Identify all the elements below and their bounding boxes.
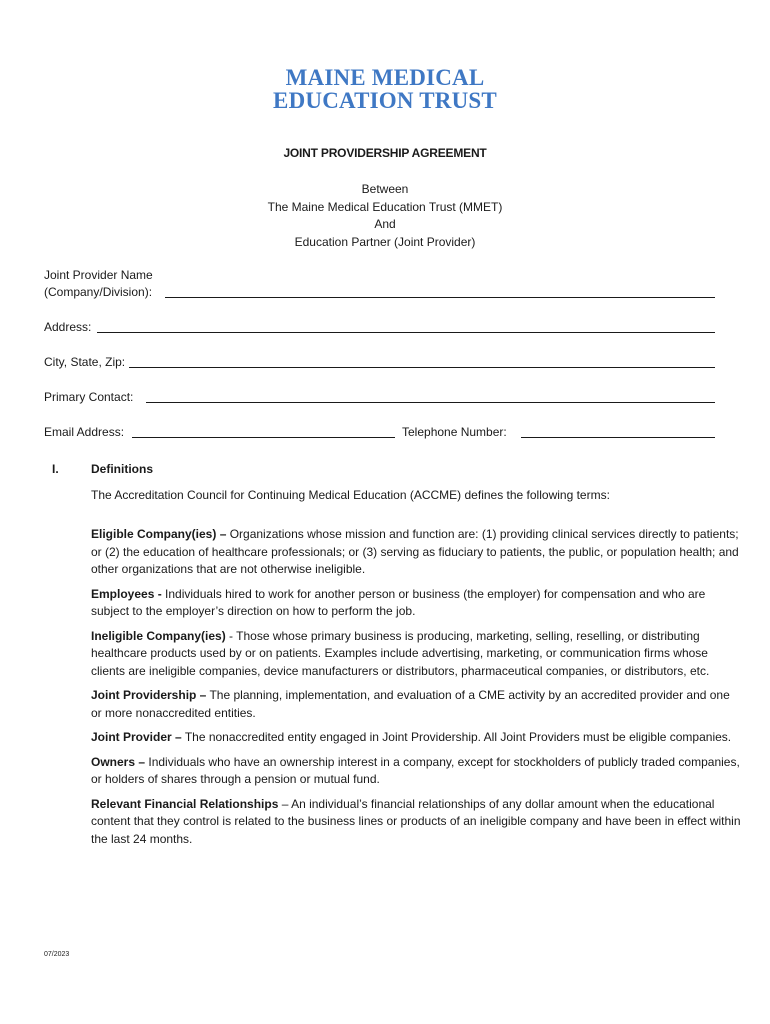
definition-item bbox=[91, 628, 741, 681]
definition-item bbox=[91, 754, 741, 789]
definition-term: Joint Provider – bbox=[91, 730, 182, 744]
definition-text: - Those whose primary business is producing, marketing, selling, reselling, or distributing healthcare products used by or on patients. Examples include advertising, marketing, or communication firms whose clients are ineligible companies, device manufacturers or distributors, pharmaceutical companies, or distributors, etc. bbox=[91, 628, 710, 678]
city-state-zip-label: City, State, Zip: bbox=[44, 355, 126, 369]
section-number: I. bbox=[52, 462, 59, 476]
logo-line-1: MAINE MEDICAL bbox=[285, 65, 485, 90]
primary-contact-field[interactable] bbox=[146, 402, 715, 403]
definition-text: – An individual’s financial relationships of any dollar amount when the educational content that they control is related to the business lines or products of an ineligible company and have been in effect within the last 24 months. bbox=[91, 796, 741, 846]
address-field[interactable] bbox=[97, 332, 715, 333]
definition-item bbox=[91, 526, 741, 579]
mmet-line: The Maine Medical Education Trust (MMET) bbox=[267, 199, 503, 214]
definition-text: The nonaccredited entity engaged in Joint Providership. All Joint Providers must be eligible companies. bbox=[181, 730, 732, 744]
company-division-label: (Company/Division): bbox=[44, 285, 153, 299]
definitions-intro: The Accreditation Council for Continuing Medical Education (ACCME) defines the following terms: bbox=[91, 488, 610, 502]
definition-text: Individuals hired to work for another person or business (the employer) for compensation and who are subject to the employer’s direction on how to perform the job. bbox=[91, 586, 706, 618]
definition-term: Eligible Company(ies) – bbox=[91, 527, 227, 541]
definition-term: Employees - bbox=[91, 586, 162, 601]
definition-text: The planning, implementation, and evaluation of a CME activity by an accredited provider and one or more nonaccredited entities. bbox=[91, 688, 730, 720]
between-line: Between bbox=[361, 182, 409, 196]
address-label: Address: bbox=[44, 320, 92, 334]
definition-item bbox=[91, 586, 741, 621]
telephone-label: Telephone Number: bbox=[402, 425, 507, 439]
definition-term: Relevant Financial Relationships bbox=[91, 796, 279, 811]
mmet-logo bbox=[0, 66, 770, 112]
definition-term: Ineligible Company(ies) bbox=[91, 628, 226, 643]
parties-block bbox=[0, 181, 770, 251]
email-label: Email Address: bbox=[44, 425, 125, 439]
revision-date: 07/2023 bbox=[44, 951, 70, 958]
definition-item bbox=[91, 687, 741, 722]
logo-line-2: EDUCATION TRUST bbox=[273, 88, 497, 113]
definition-item bbox=[91, 729, 741, 747]
definition-text: Individuals who have an ownership interest in a company, except for stockholders of publicly traded companies, or holders of shares through a pension or mutual fund. bbox=[91, 754, 740, 786]
definition-item bbox=[91, 796, 741, 849]
city-state-zip-field[interactable] bbox=[129, 367, 715, 368]
provider-name-label: Joint Provider Name bbox=[44, 268, 153, 282]
section-title: Definitions bbox=[91, 462, 153, 476]
primary-contact-label: Primary Contact: bbox=[44, 390, 134, 404]
document-title: JOINT PROVIDERSHIP AGREEMENT bbox=[283, 146, 487, 160]
definition-term: Joint Providership – bbox=[91, 688, 207, 702]
definitions-list bbox=[91, 526, 741, 855]
definition-term: Owners – bbox=[91, 754, 146, 769]
email-field[interactable] bbox=[132, 437, 395, 438]
telephone-field[interactable] bbox=[521, 437, 715, 438]
and-line: And bbox=[374, 217, 396, 231]
definition-text: Organizations whose mission and function are: (1) providing clinical services directly to patients; or (2) the education of healthcare professionals; or (3) serving as fiduciary to patients, the public, or population health; and other organizations that are not otherwise ineligible. bbox=[91, 527, 739, 576]
provider-name-field[interactable] bbox=[165, 297, 715, 298]
partner-line: Education Partner (Joint Provider) bbox=[294, 234, 476, 249]
